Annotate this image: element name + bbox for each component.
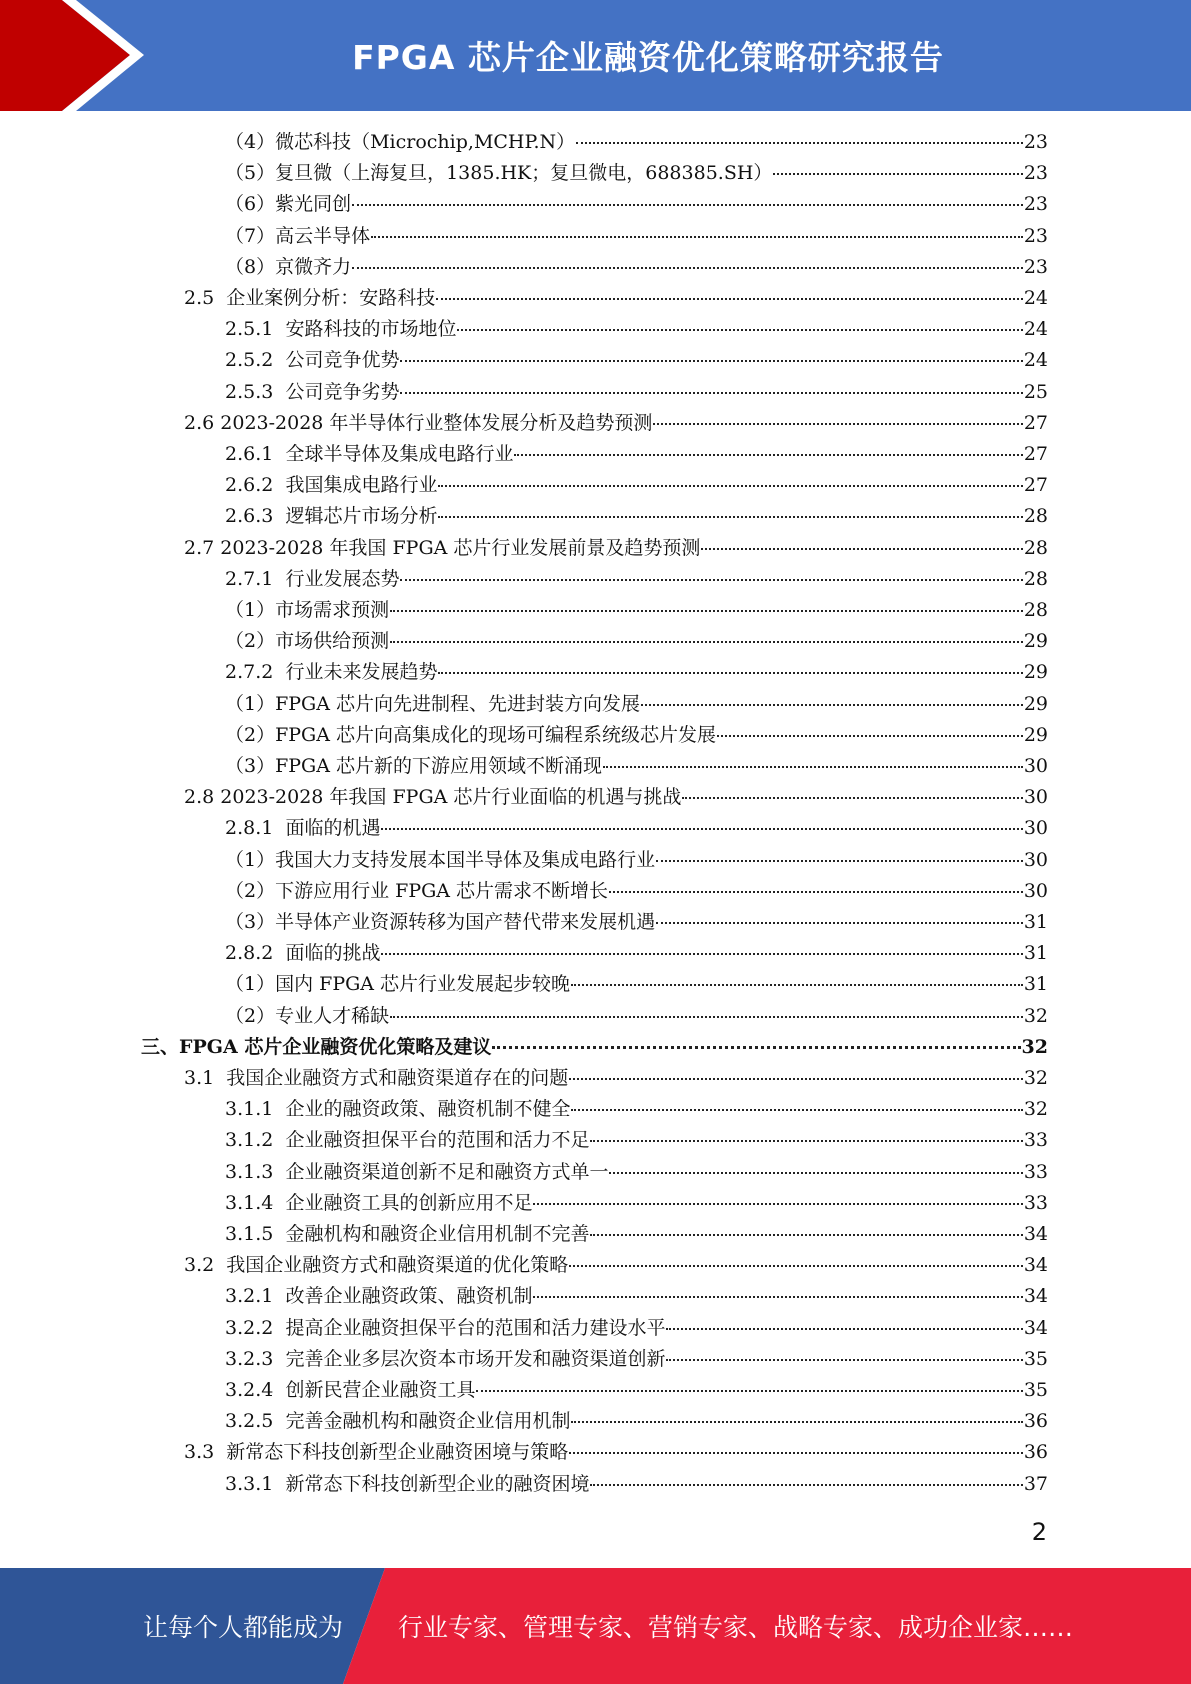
toc-entry[interactable]: [225, 1094, 1048, 1125]
toc-entry-number: 2.7: [184, 537, 221, 559]
toc-entry-title: 企业的融资政策、融资机制不健全: [285, 1098, 571, 1120]
toc-entry-title: 创新民营企业融资工具: [285, 1379, 476, 1401]
toc-entry-page: 33: [1023, 1161, 1048, 1183]
toc-entry[interactable]: [184, 408, 1048, 439]
toc-entry[interactable]: [225, 876, 1048, 907]
toc-entry-number: 2.5.3: [225, 381, 286, 403]
toc-entry-page: 29: [1023, 693, 1048, 715]
toc-entry-number: 3.1.5: [225, 1223, 286, 1245]
toc-entry-title: 高云半导体: [275, 225, 371, 247]
toc-entry-title: 完善企业多层次资本市场开发和融资渠道创新: [285, 1348, 666, 1370]
toc-entry[interactable]: [225, 252, 1048, 283]
toc-dot-leader: [641, 704, 1023, 706]
toc-entry-number: 3.1.3: [225, 1161, 286, 1183]
toc-entry-page: 27: [1023, 443, 1048, 465]
toc-entry-title: 2023-2028 年我国 FPGA 芯片行业面临的机遇与挑战: [220, 786, 682, 808]
toc-dot-leader: [701, 548, 1022, 550]
toc-dot-leader: [653, 423, 1022, 425]
toc-entry-page: 32: [1021, 1036, 1048, 1058]
toc-entry-title: 面临的机遇: [285, 817, 381, 839]
toc-entry-number: （2）: [225, 630, 276, 652]
toc-dot-leader: [492, 1046, 1020, 1049]
toc-entry-title: 京微齐力: [275, 256, 352, 278]
toc-entry-number: 3.2.3: [225, 1348, 286, 1370]
toc-entry-number: （1）: [225, 693, 276, 715]
toc-entry-page: 32: [1023, 1067, 1048, 1089]
toc-entry[interactable]: [225, 657, 1048, 688]
toc-entry-number: 2.8.2: [225, 942, 286, 964]
toc-entry[interactable]: [225, 221, 1048, 252]
toc-entry[interactable]: [225, 626, 1048, 657]
toc-entry-title: 2023-2028 年半导体行业整体发展分析及趋势预测: [220, 412, 653, 434]
toc-entry[interactable]: [225, 1406, 1048, 1437]
page-footer: [0, 1568, 1191, 1684]
toc-entry-title: 我国集成电路行业: [285, 474, 438, 496]
toc-entry-page: 29: [1023, 724, 1048, 746]
toc-entry[interactable]: [225, 439, 1048, 470]
toc-dot-leader: [533, 1296, 1022, 1298]
toc-entry[interactable]: [225, 938, 1048, 969]
footer-slogan-right: 行业专家、管理专家、营销专家、战略专家、成功企业家……: [398, 1613, 1074, 1642]
toc-entry-page: 28: [1023, 505, 1048, 527]
toc-entry-page: 33: [1023, 1192, 1048, 1214]
toc-entry-number: 3.1.2: [225, 1129, 286, 1151]
toc-entry-number: 2.7.1: [225, 568, 286, 590]
toc-dot-leader: [457, 329, 1022, 331]
toc-entry-title: 2023-2028 年我国 FPGA 芯片行业发展前景及趋势预测: [220, 537, 701, 559]
toc-entry-number: （2）: [225, 1005, 276, 1027]
toc-entry-page: 30: [1023, 786, 1048, 808]
toc-entry[interactable]: [225, 595, 1048, 626]
toc-entry[interactable]: [225, 1375, 1048, 1406]
toc-entry[interactable]: [225, 1281, 1048, 1312]
toc-entry-page: 23: [1023, 193, 1048, 215]
toc-dot-leader: [569, 1078, 1023, 1080]
toc-entry-number: 3.2.1: [225, 1285, 286, 1307]
toc-dot-leader: [438, 516, 1022, 518]
toc-dot-leader: [717, 735, 1023, 737]
toc-entry-page: 24: [1023, 318, 1048, 340]
toc-entry[interactable]: [184, 782, 1048, 813]
toc-entry-number: 2.7.2: [225, 661, 286, 683]
toc-entry[interactable]: [225, 1125, 1048, 1156]
toc-entry-title: 行业发展态势: [285, 568, 400, 590]
toc-entry-page: 23: [1023, 162, 1048, 184]
toc-entry-title: 国内 FPGA 芯片行业发展起步较晚: [275, 973, 571, 995]
toc-entry-title: 市场供给预测: [275, 630, 390, 652]
toc-entry[interactable]: [225, 720, 1048, 751]
toc-dot-leader: [666, 1328, 1022, 1330]
toc-dot-leader: [571, 1109, 1022, 1111]
report-title: FPGA 芯片企业融资优化策略研究报告: [352, 38, 944, 77]
toc-entry-number: 2.6.3: [225, 505, 286, 527]
toc-entry-page: 35: [1023, 1379, 1048, 1401]
toc-entry-page: 28: [1023, 568, 1048, 590]
toc-entry-page: 31: [1023, 973, 1048, 995]
toc-entry-title: 面临的挑战: [285, 942, 381, 964]
toc-entry-title: 下游应用行业 FPGA 芯片需求不断增长: [275, 880, 609, 902]
toc-entry-number: 3.2.2: [225, 1317, 286, 1339]
toc-entry-page: 31: [1023, 911, 1048, 933]
toc-entry-page: 28: [1023, 537, 1048, 559]
toc-dot-leader: [666, 1359, 1022, 1361]
toc-entry-page: 34: [1023, 1254, 1048, 1276]
toc-dot-leader: [514, 454, 1022, 456]
toc-entry-number: 3.1.4: [225, 1192, 286, 1214]
toc-entry-number: （1）: [225, 849, 276, 871]
toc-entry[interactable]: [184, 1437, 1048, 1468]
toc-entry-number: （6）: [225, 193, 276, 215]
toc-entry-number: （2）: [225, 724, 276, 746]
toc-entry-page: 28: [1023, 599, 1048, 621]
toc-entry-page: 23: [1023, 131, 1048, 153]
toc-entry-number: （5）: [225, 162, 276, 184]
toc-entry-title: 专业人才稀缺: [275, 1005, 390, 1027]
toc-entry-title: 我国企业融资方式和融资渠道的优化策略: [226, 1254, 569, 1276]
toc-entry-number: 2.6: [184, 412, 221, 434]
toc-dot-leader: [390, 610, 1023, 612]
toc-entry-title: FPGA 芯片新的下游应用领域不断涌现: [275, 755, 603, 777]
toc-entry-page: 30: [1023, 880, 1048, 902]
toc-entry-title: 市场需求预测: [275, 599, 390, 621]
toc-entry-number: 3.1: [184, 1067, 227, 1089]
toc-entry[interactable]: [225, 907, 1048, 938]
toc-entry[interactable]: [184, 1063, 1048, 1094]
toc-entry[interactable]: [225, 1313, 1048, 1344]
toc-entry-number: 2.5: [184, 287, 227, 309]
toc-entry-page: 37: [1023, 1473, 1048, 1495]
toc-entry-number: 3.2.5: [225, 1410, 286, 1432]
toc-dot-leader: [533, 1203, 1022, 1205]
toc-entry[interactable]: [225, 1344, 1048, 1375]
toc-entry-title: 金融机构和融资企业信用机制不完善: [285, 1223, 590, 1245]
toc-entry-number: 3.2: [184, 1254, 227, 1276]
toc-entry-title: 企业融资渠道创新不足和融资方式单一: [285, 1161, 609, 1183]
toc-entry-title: 微芯科技（Microchip,MCHP.N）: [275, 131, 576, 153]
page-number: 2: [1031, 1518, 1047, 1546]
toc-entry-title: 复旦微（上海复旦，1385.HK；复旦微电，688385.SH）: [275, 162, 773, 184]
toc-entry-page: 32: [1023, 1005, 1048, 1027]
toc-dot-leader: [590, 1140, 1022, 1142]
toc-dot-leader: [656, 860, 1023, 862]
toc-dot-leader: [609, 1172, 1022, 1174]
footer-slogan-left: 让每个人都能成为: [143, 1613, 344, 1642]
toc-entry-page: 32: [1023, 1098, 1048, 1120]
toc-entry-page: 27: [1023, 474, 1048, 496]
toc-dot-leader: [571, 984, 1023, 986]
toc-entry-page: 23: [1023, 256, 1048, 278]
toc-entry-title: 改善企业融资政策、融资机制: [285, 1285, 533, 1307]
toc-entry-number: 2.8: [184, 786, 221, 808]
toc-entry-title: 我国企业融资方式和融资渠道存在的问题: [226, 1067, 569, 1089]
toc-entry-page: 34: [1023, 1223, 1048, 1245]
toc-entry-page: 30: [1023, 755, 1048, 777]
toc-entry-number: 3.2.4: [225, 1379, 286, 1401]
toc-entry[interactable]: [225, 470, 1048, 501]
toc-entry-title: 安路科技的市场地位: [285, 318, 457, 340]
toc-entry-page: 25: [1023, 381, 1048, 403]
toc-dot-leader: [571, 1421, 1022, 1423]
toc-dot-leader: [400, 579, 1022, 581]
toc-entry-number: 2.8.1: [225, 817, 286, 839]
toc-dot-leader: [590, 1484, 1022, 1486]
toc-dot-leader: [569, 1265, 1023, 1267]
toc-entry-number: 2.6.1: [225, 443, 286, 465]
toc-entry-title: 企业融资担保平台的范围和活力不足: [285, 1129, 590, 1151]
toc-entry-title: 完善金融机构和融资企业信用机制: [285, 1410, 571, 1432]
toc-entry-page: 30: [1023, 817, 1048, 839]
toc-entry[interactable]: [225, 1219, 1048, 1250]
toc-entry[interactable]: [225, 751, 1048, 782]
page-header: [0, 0, 1191, 111]
toc-entry[interactable]: [225, 501, 1048, 532]
toc-entry[interactable]: [141, 1032, 1048, 1063]
toc-dot-leader: [438, 485, 1022, 487]
toc-entry[interactable]: [225, 314, 1048, 345]
toc-entry[interactable]: [225, 1157, 1048, 1188]
toc-dot-leader: [656, 922, 1023, 924]
toc-dot-leader: [400, 360, 1022, 362]
toc-dot-leader: [590, 1234, 1022, 1236]
toc-entry-page: 29: [1023, 661, 1048, 683]
toc-entry-page: 36: [1023, 1410, 1048, 1432]
toc-entry[interactable]: [184, 1250, 1048, 1281]
toc-entry-title: FPGA 芯片向先进制程、先进封装方向发展: [275, 693, 641, 715]
toc-entry-title: 企业案例分析：安路科技: [226, 287, 436, 309]
toc-entry-title: 行业未来发展趋势: [285, 661, 438, 683]
toc-entry-title: 新常态下科技创新型企业的融资困境: [285, 1473, 590, 1495]
toc-dot-leader: [603, 766, 1023, 768]
toc-entry-title: 紫光同创: [275, 193, 352, 215]
toc-entry[interactable]: [225, 1188, 1048, 1219]
toc-entry-number: （1）: [225, 973, 276, 995]
toc-dot-leader: [390, 641, 1023, 643]
toc-entry-number: 3.3: [184, 1441, 227, 1463]
toc-entry[interactable]: [225, 345, 1048, 376]
toc-dot-leader: [381, 953, 1022, 955]
toc-entry-page: 23: [1023, 225, 1048, 247]
toc-dot-leader: [390, 1016, 1023, 1018]
toc-dot-leader: [773, 173, 1022, 175]
toc-entry-number: 2.5.1: [225, 318, 286, 340]
toc-dot-leader: [682, 797, 1022, 799]
toc-entry-title: 我国大力支持发展本国半导体及集成电路行业: [275, 849, 656, 871]
toc-entry-title: 半导体产业资源转移为国产替代带来发展机遇: [275, 911, 656, 933]
toc-dot-leader: [352, 267, 1023, 269]
toc-entry[interactable]: [225, 845, 1048, 876]
toc-entry-title: FPGA 芯片向高集成化的现场可编程系统级芯片发展: [275, 724, 717, 746]
toc-entry-title: 提高企业融资担保平台的范围和活力建设水平: [285, 1317, 666, 1339]
toc-entry-page: 34: [1023, 1285, 1048, 1307]
toc-entry-title: 全球半导体及集成电路行业: [285, 443, 514, 465]
toc-entry[interactable]: [225, 689, 1048, 720]
toc-dot-leader: [381, 828, 1022, 830]
toc-entry-number: （8）: [225, 256, 276, 278]
toc-entry-page: 31: [1023, 942, 1048, 964]
toc-entry[interactable]: [225, 969, 1048, 1000]
toc-entry-number: （3）: [225, 755, 276, 777]
toc-entry[interactable]: [184, 533, 1048, 564]
toc-entry[interactable]: [225, 813, 1048, 844]
toc-entry[interactable]: [184, 283, 1048, 314]
toc-entry-title: FPGA 芯片企业融资优化策略及建议: [179, 1036, 492, 1058]
toc-dot-leader: [569, 1452, 1023, 1454]
toc-entry-number: 2.5.2: [225, 349, 286, 371]
toc-entry-page: 30: [1023, 849, 1048, 871]
toc-entry[interactable]: [225, 377, 1048, 408]
toc-entry-number: （4）: [225, 131, 276, 153]
toc-entry[interactable]: [225, 564, 1048, 595]
toc-entry-number: （7）: [225, 225, 276, 247]
toc-dot-leader: [436, 298, 1023, 300]
toc-entry[interactable]: [225, 1001, 1048, 1032]
toc-entry-page: 36: [1023, 1441, 1048, 1463]
toc-entry-number: 三、: [141, 1036, 180, 1058]
toc-entry-title: 新常态下科技创新型企业融资困境与策略: [226, 1441, 569, 1463]
toc-entry[interactable]: [225, 189, 1048, 220]
toc-entry-page: 29: [1023, 630, 1048, 652]
toc-entry[interactable]: [225, 158, 1048, 189]
toc-entry-page: 33: [1023, 1129, 1048, 1151]
toc-dot-leader: [476, 1390, 1022, 1392]
toc-dot-leader: [400, 392, 1022, 394]
toc-entry[interactable]: [225, 1469, 1048, 1500]
toc-dot-leader: [438, 672, 1022, 674]
toc-entry-number: （1）: [225, 599, 276, 621]
toc-entry-number: 3.1.1: [225, 1098, 286, 1120]
toc-entry-title: 公司竞争优势: [285, 349, 400, 371]
toc-dot-leader: [576, 142, 1023, 144]
toc-entry-page: 35: [1023, 1348, 1048, 1370]
toc-entry-page: 24: [1023, 349, 1048, 371]
toc-entry-page: 27: [1023, 412, 1048, 434]
toc-entry-number: 2.6.2: [225, 474, 286, 496]
toc-entry-number: （3）: [225, 911, 276, 933]
toc-entry-number: （2）: [225, 880, 276, 902]
toc-entry-page: 34: [1023, 1317, 1048, 1339]
toc-entry-title: 企业融资工具的创新应用不足: [285, 1192, 533, 1214]
toc-dot-leader: [371, 236, 1023, 238]
toc-entry-number: 3.3.1: [225, 1473, 286, 1495]
toc-entry-title: 逻辑芯片市场分析: [285, 505, 438, 527]
toc-dot-leader: [609, 891, 1023, 893]
toc-entry-page: 24: [1023, 287, 1048, 309]
toc-entry-title: 公司竞争劣势: [285, 381, 400, 403]
toc-entry[interactable]: [225, 127, 1048, 158]
toc-dot-leader: [352, 204, 1023, 206]
